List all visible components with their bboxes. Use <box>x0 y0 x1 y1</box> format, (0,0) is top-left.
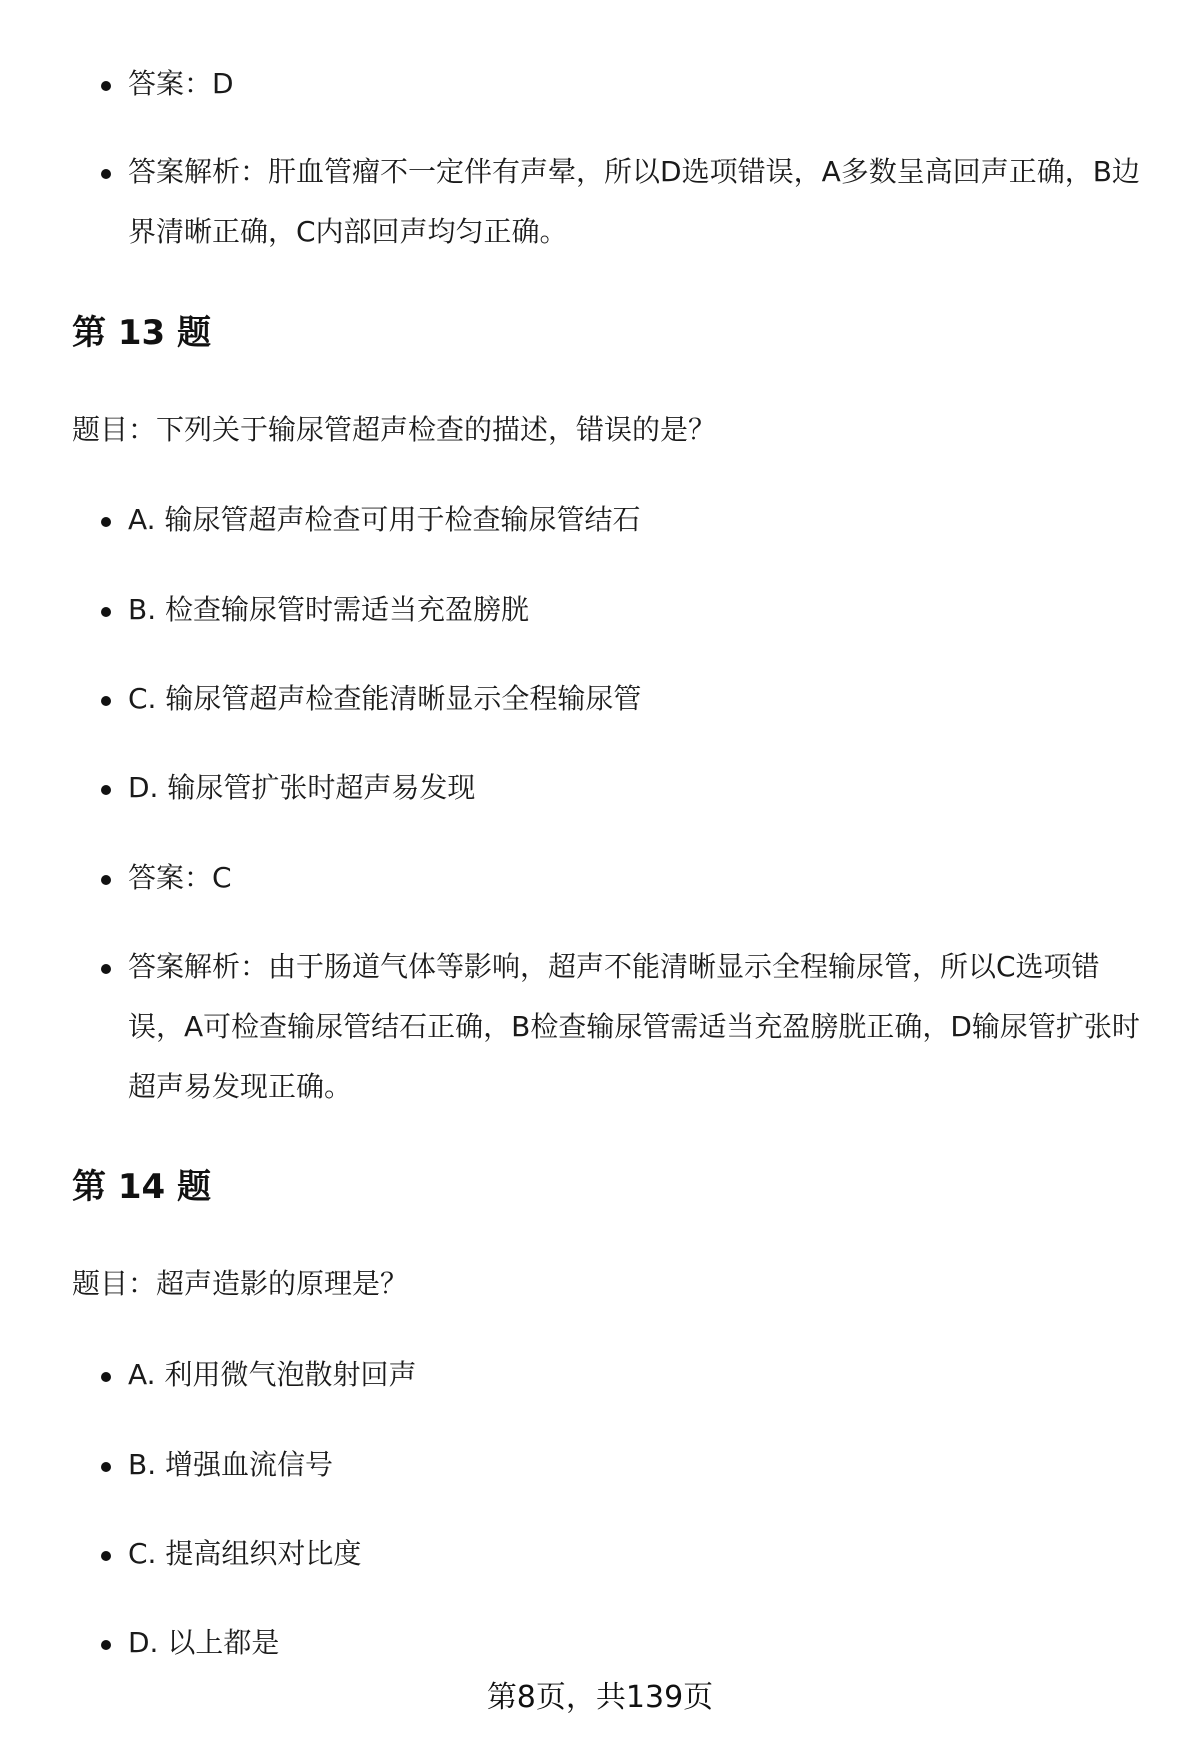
q13-heading: 第 13 题 <box>72 313 211 353</box>
bullet-icon <box>101 1372 111 1382</box>
q13-stem: 题目：下列关于输尿管超声检查的描述，错误的是？ <box>72 413 717 446</box>
q13-option-d: D. 输尿管扩张时超声易发现 <box>128 758 1148 818</box>
q14-option-c: C. 提高组织对比度 <box>128 1524 1148 1584</box>
q13-answer: 答案：C <box>128 848 1148 908</box>
bullet-icon <box>101 607 111 617</box>
bullet-icon <box>101 785 111 795</box>
bullet-icon <box>101 1462 111 1472</box>
bullet-icon <box>101 169 111 179</box>
q12-explanation: 答案解析：肝血管瘤不一定伴有声晕，所以D选项错误，A多数呈高回声正确，B边界清晰正确，C内部回声均匀正确。 <box>128 142 1148 262</box>
page-number: 第8页，共139页 <box>486 1680 714 1715</box>
bullet-icon <box>101 964 111 974</box>
q12-answer: 答案：D <box>128 54 1148 114</box>
bullet-icon <box>101 875 111 885</box>
q14-option-d: D. 以上都是 <box>128 1613 1148 1673</box>
q14-option-a: A. 利用微气泡散射回声 <box>128 1345 1148 1405</box>
bullet-icon <box>101 1640 111 1650</box>
q13-explanation: 答案解析：由于肠道气体等影响，超声不能清晰显示全程输尿管，所以C选项错误，A可检查输尿管结石正确，B检查输尿管需适当充盈膀胱正确，D输尿管扩张时超声易发现正确。 <box>128 937 1148 1117</box>
bullet-icon <box>101 81 111 91</box>
q13-option-c: C. 输尿管超声检查能清晰显示全程输尿管 <box>128 669 1148 729</box>
q14-heading: 第 14 题 <box>72 1167 211 1207</box>
q13-option-a: A. 输尿管超声检查可用于检查输尿管结石 <box>128 490 1148 550</box>
bullet-icon <box>101 1551 111 1561</box>
q14-option-b: B. 增强血流信号 <box>128 1435 1148 1495</box>
q14-stem: 题目：超声造影的原理是？ <box>72 1267 409 1300</box>
q13-option-b: B. 检查输尿管时需适当充盈膀胱 <box>128 580 1148 640</box>
bullet-icon <box>101 696 111 706</box>
bullet-icon <box>101 517 111 527</box>
